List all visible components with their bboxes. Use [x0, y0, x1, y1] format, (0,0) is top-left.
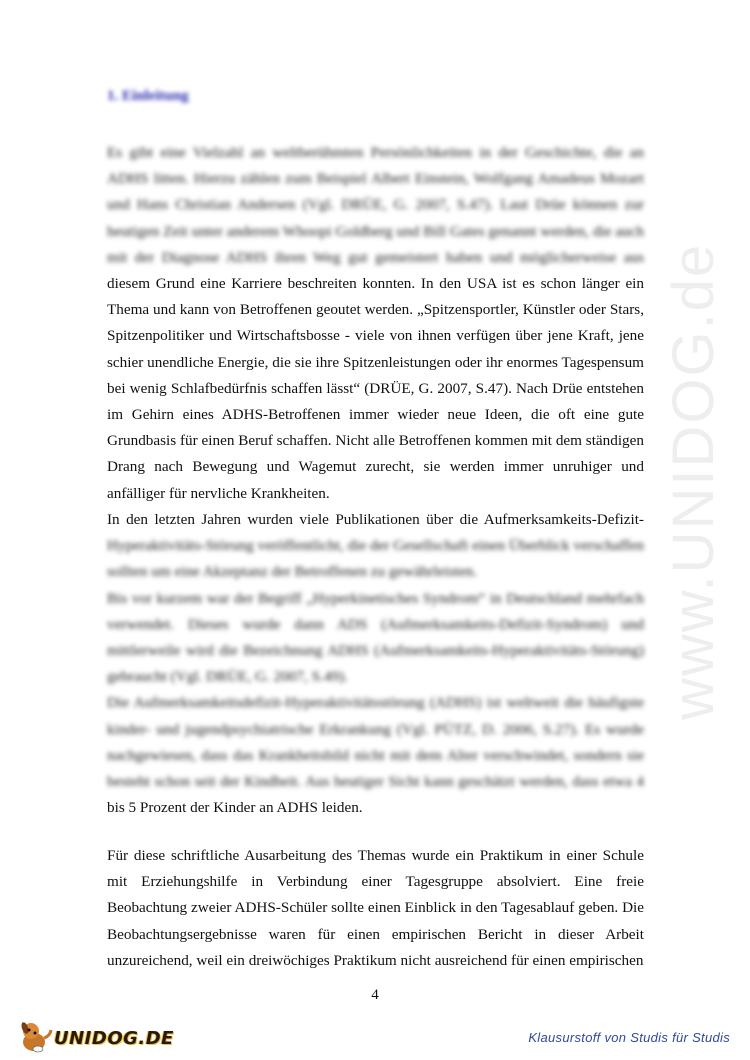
- paragraph-2-blurred-2: Bis vor kurzem war der Begriff „Hyperkinetisches Syndrom“ in Deutschland mehrfach verwendet. Dieses wurde dann ADS (Aufmerksamkeits-Defizit-Syndrom) und mittlerweile wird die Bezeichnung ADHS (Aufmerksamkeits-Hyperaktivitäts-Störung) gebraucht (Vgl. DRÜE, G. 2007, S.49).: [107, 589, 644, 686]
- watermark: www.UNIDOG.de: [661, 242, 726, 720]
- paragraph-2-clear-start: In den letzten Jahren wurden viele Publikationen über die Aufmerksamkeits-Defizit-: [107, 511, 644, 528]
- section-heading: 1. Einleitung: [107, 88, 189, 104]
- dog-mascot-icon: [14, 1016, 54, 1056]
- unidog-logo[interactable]: [14, 1016, 184, 1056]
- paragraph-1-blurred: Es gibt eine Vielzahl an weltberühmten Persönlichkeiten in der Geschichte, die an ADHS litten. Hierzu zählen zum Beispiel Albert Einstein, Wolfgang Amadeus Mozart und Hans Christian Andersen (Vgl. DRÜE, G. 2007, S.47). Laut Drüe können zur heutigen Zeit unter anderem Whoopi Goldberg und Bill Gates genannt werden, die auch mit der Diagnose ADHS ihren Weg gut gemeistert haben und möglicherweise aus: [107, 144, 644, 266]
- footer-tagline: Klausurstoff von Studis für Studis: [528, 1030, 730, 1045]
- paragraph-2: [107, 507, 644, 821]
- paragraph-3: Für diese schriftliche Ausarbeitung des Themas wurde ein Praktikum in einer Schule mit Erziehungshilfe in Verbindung einer Tagesgruppe absolviert. Eine freie Beobachtung zweier ADHS-Schüler sollte einen Einblick in den Tagesablauf geben. Die Beobachtungsergebnisse waren für einen empirischen Bericht in dieser Arbeit unzureichend, weil ein dreiwöchiges Praktikum nicht ausreichend für einen empirischen: [107, 847, 644, 969]
- paragraph-2-blurred-3: Die Aufmerksamkeitsdefizit-Hyperaktivitätsstörung (ADHS) ist weltweit die häufigste kinder- und jugendpsychiatrische Erkrankung (Vgl. PÜTZ, D. 2006, S.27). Es wurde nachgewiesen, dass das Krankheitsbild nicht mit dem Alter verschwindet, sondern sie besteht schon seit der Kindheit. Aus heutiger Sicht kann geschätzt werden, dass etwa 4: [107, 694, 644, 791]
- logo-text: UNIDOG.DE: [54, 1028, 174, 1049]
- paragraph-1-clear: diesem Grund eine Karriere beschreiten konnten. In den USA ist es schon länger ein Thema und kann von Betroffenen geoutet werden. „Spitzensportler, Künstler oder Stars, Spitzenpolitiker und Wirtschaftsbosse - viele von ihnen verfügen über jene Kraft, jene schier unendliche Energie, die sie ihre Spitzenleistungen oder ihr enormes Tagespensum bei wenig Schlafbedürfnis schaffen lässt“ (DRÜE, G. 2007, S.47). Nach Drüe entstehen im Gehirn eines ADHS-Betroffenen immer wieder neue Ideen, die oft eine gute Grundbasis für einen Beruf schaffen. Nicht alle Betroffenen kommen mit dem ständigen Drang nach Bewegung und Wagemut zurecht, sie werden immer unruhiger und anfälliger für nervliche Krankheiten.: [107, 275, 644, 502]
- page-number: 4: [371, 987, 379, 1003]
- paragraph-1: [107, 140, 644, 507]
- paragraph-2-clear-end: bis 5 Prozent der Kinder an ADHS leiden.: [107, 799, 363, 817]
- paragraph-2-blurred: Hyperaktivitäts-Störung veröffentlicht, die der Gesellschaft einen Überblick verschaffen sollten um eine Akzeptanz der Betroffenen zu gewährleisten.: [107, 537, 644, 581]
